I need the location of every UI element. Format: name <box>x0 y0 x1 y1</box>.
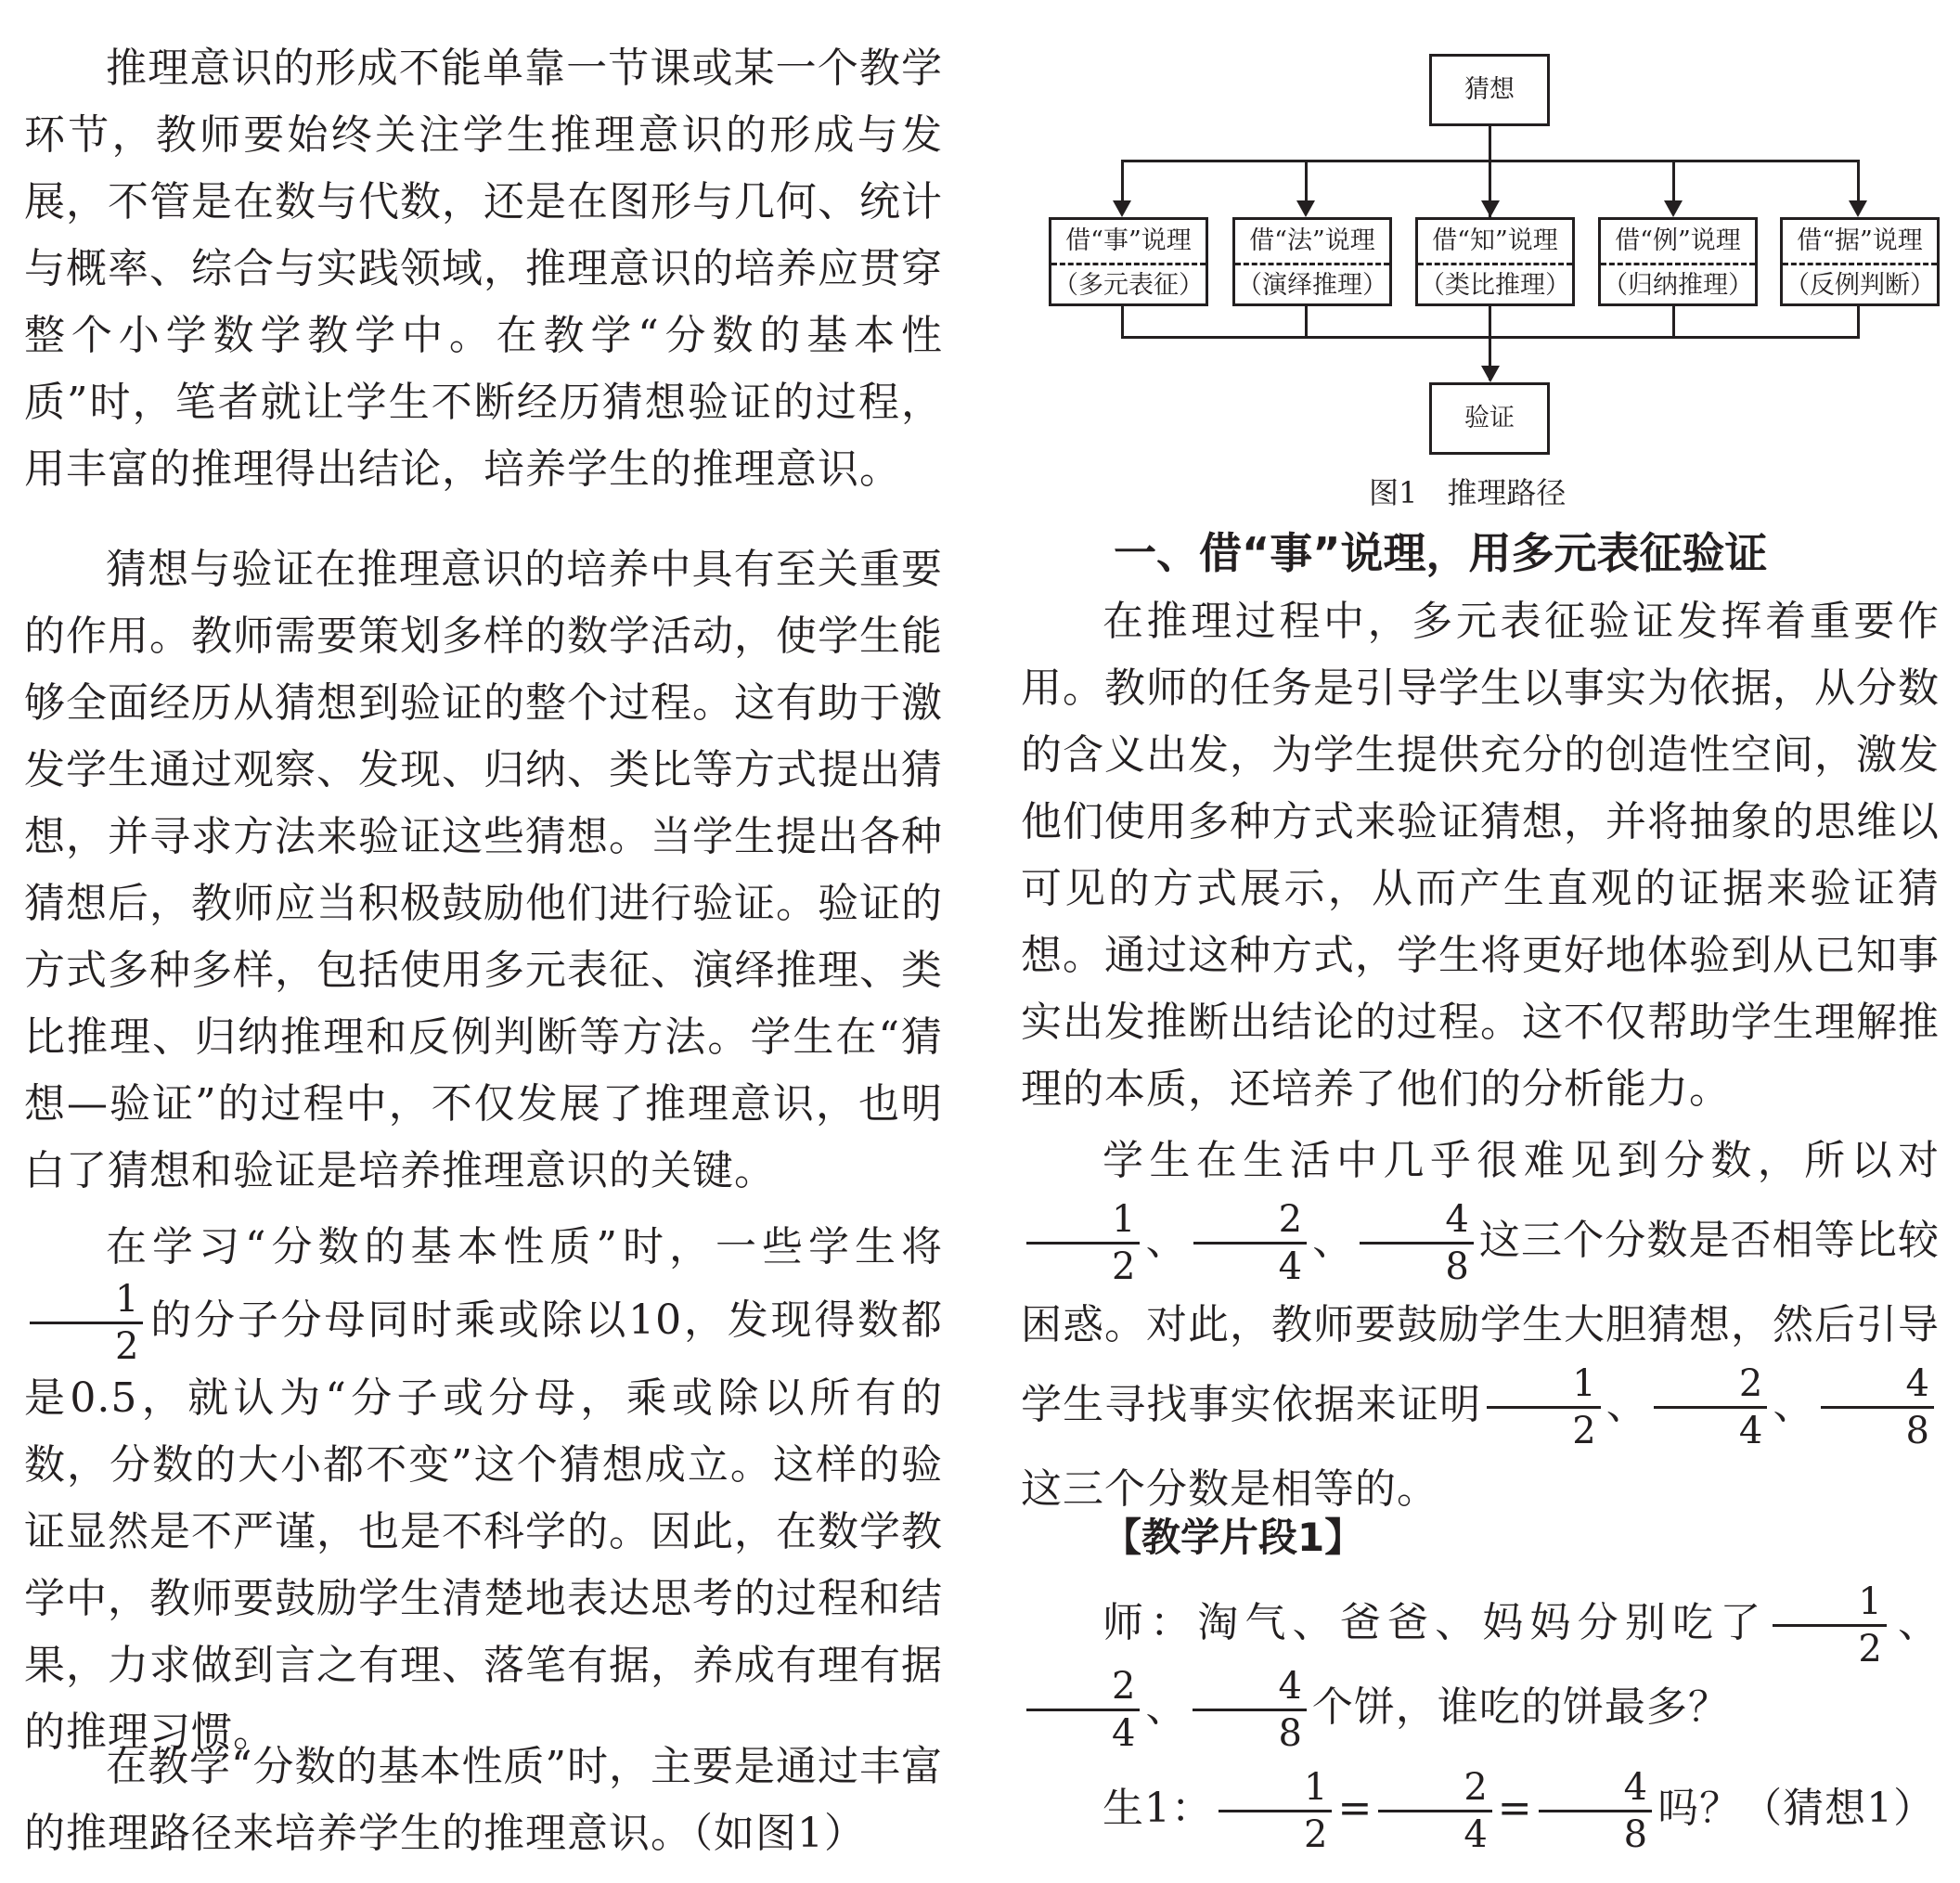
fraction-numerator: 1 <box>1487 1365 1600 1409</box>
arrow-down-icon <box>1296 200 1315 217</box>
box-subtitle: （演绎推理） <box>1235 263 1389 306</box>
fraction-one-half <box>1219 1766 1332 1856</box>
separator: 、 <box>1891 1599 1941 1646</box>
fraction-denominator: 4 <box>1278 1245 1304 1288</box>
paragraph-student-example <box>24 1214 943 1766</box>
fraction-numerator: 4 <box>1821 1365 1934 1409</box>
paragraph-multiple-representation: 在推理过程中，多元表征验证发挥着重要作用。教师的任务是引导学生以事实为依据，从分数的含义出发，为学生提供充分的创造性空间，激发他们使用多种方式来验证猜想，并将抽象的思维以可见的方式展示，从而产生直观的证据来验证猜想。通过这种方式，学生将更好地体验到从已知事实出发推断出结论的过程。这不仅帮助学生理解推理的本质，还培养了他们的分析能力。 <box>1021 598 1940 1113</box>
teacher-question <box>1021 1580 1941 1755</box>
paragraph-text: 学生在生活中几乎很难见到分数，所以对 <box>1102 1137 1940 1184</box>
fraction-two-quarters <box>1193 1198 1307 1288</box>
fraction-denominator: 2 <box>1572 1410 1597 1452</box>
fraction-four-eighths <box>1193 1665 1306 1755</box>
fraction-four-eighths <box>1360 1198 1473 1288</box>
fraction-one-half <box>1487 1362 1600 1452</box>
equals-sign: = <box>1497 1785 1533 1832</box>
fraction-denominator: 8 <box>1905 1410 1930 1452</box>
box-subtitle: （归纳推理） <box>1601 263 1755 306</box>
section-heading: 一、借“事”说理，用多元表征验证 <box>1114 528 1768 578</box>
fraction-numerator: 4 <box>1539 1769 1652 1812</box>
fraction-denominator: 4 <box>1738 1410 1764 1452</box>
box-deductive-reasoning <box>1232 217 1392 306</box>
paragraph-text: 生1： <box>1102 1785 1213 1832</box>
fraction-one-half <box>1773 1580 1886 1670</box>
equals-sign: = <box>1337 1785 1373 1832</box>
box-counterexample <box>1780 217 1940 306</box>
verification-box: 验证 <box>1429 382 1550 455</box>
separator: 、 <box>1312 1217 1355 1264</box>
student-answer <box>1021 1766 1940 1856</box>
connector-line <box>1121 336 1860 339</box>
separator: 、 <box>1773 1381 1815 1428</box>
box-title: 借“法”说理 <box>1249 226 1375 255</box>
paragraph-intro: 推理意识的形成不能单靠一节课或某一个教学环节，教师要始终关注学生推理意识的形成与发展，不管是在数与代数，还是在图形与几何、统计与概率、综合与实践领域，推理意识的培养应贯穿整个小学数学教学中。在教学“分数的基本性质”时，笔者就让学生不断经历猜想验证的过程，用丰富的推理得出结论，培养学生的推理意识。 <box>24 45 943 493</box>
fraction-denominator: 4 <box>1112 1712 1137 1755</box>
paragraph-text: 的分子分母同时乘或除以10，发现得数都是0.5，就认为“分子或分母，乘或除以所有的数，分数的大小都不变”这个猜想成立。这样的验证显然是不严谨，也是不科学的。因此，在数学教学中，教师要鼓励学生清楚地表达思考的过程和结果，力求做到言之有理、落笔有据，养成有理有据的推理习惯。 <box>24 1296 943 1756</box>
connector-line <box>1672 306 1675 338</box>
fraction-two-quarters <box>1378 1766 1491 1856</box>
fraction-numerator: 2 <box>1654 1365 1767 1409</box>
connector-line <box>1121 306 1124 338</box>
fraction-two-quarters <box>1026 1665 1140 1755</box>
fraction-numerator: 2 <box>1026 1668 1140 1711</box>
arrow-down-icon <box>1481 200 1500 217</box>
fraction-denominator: 2 <box>1858 1628 1883 1670</box>
fraction-denominator: 8 <box>1623 1813 1649 1856</box>
separator: 、 <box>1145 1683 1188 1731</box>
conjecture-box: 猜想 <box>1429 54 1550 126</box>
paragraph-reasoning-path: 在教学“分数的基本性质”时，主要是通过丰富的推理路径来培养学生的推理意识。（如图1） <box>24 1743 943 1857</box>
box-title: 借“事”说理 <box>1065 226 1192 255</box>
fraction-one-half <box>1026 1198 1140 1288</box>
paragraph-conjecture-verification: 猜想与验证在推理意识的培养中具有至关重要的作用。教师需要策划多样的数学活动，使学生能够全面经历从猜想到验证的整个过程。这有助于激发学生通过观察、发现、归纳、类比等方式提出猜想，并寻求方法来验证这些猜想。当学生提出各种猜想后，教师应当积极鼓励他们进行验证。验证的方式多种多样，包括使用多元表征、演绎推理、类比推理、归纳推理和反例判断等方法。学生在“猜想—验证”的过程中，不仅发展了推理意识，也明白了猜想和验证是培养推理意识的关键。 <box>24 546 943 1194</box>
fraction-denominator: 2 <box>1304 1813 1329 1856</box>
fraction-one-half <box>30 1278 143 1368</box>
teaching-fragment-label: 【教学片段1】 <box>1102 1515 1364 1560</box>
fraction-four-eighths <box>1821 1362 1934 1452</box>
box-inductive-reasoning <box>1598 217 1758 306</box>
box-title: 借“知”说理 <box>1432 226 1558 255</box>
fraction-denominator: 2 <box>115 1325 140 1368</box>
connector-line <box>1857 160 1860 206</box>
box-subtitle: （类比推理） <box>1418 263 1572 306</box>
connector-line <box>1305 160 1308 206</box>
fraction-four-eighths <box>1539 1766 1652 1856</box>
connector-line <box>1857 306 1860 338</box>
fraction-numerator: 1 <box>1773 1583 1886 1627</box>
separator: 、 <box>1145 1217 1188 1264</box>
box-subtitle: （多元表征） <box>1051 263 1206 306</box>
fraction-denominator: 8 <box>1445 1245 1470 1288</box>
paragraph-text: 吗？（猜想1） <box>1657 1785 1936 1832</box>
paragraph-text: 个饼，谁吃的饼最多？ <box>1311 1683 1730 1731</box>
connector-line <box>1121 160 1124 206</box>
box-title: 借“据”说理 <box>1797 226 1923 255</box>
arrow-down-icon <box>1849 200 1867 217</box>
fraction-numerator: 1 <box>1026 1201 1140 1245</box>
connector-line <box>1672 160 1675 206</box>
box-multiple-representation <box>1049 217 1208 306</box>
connector-line <box>1121 160 1860 162</box>
arrow-down-icon <box>1113 200 1131 217</box>
paragraph-fractions-question <box>1021 1121 1940 1529</box>
paragraph-text: 师：淘气、爸爸、妈妈分别吃了 <box>1102 1599 1768 1646</box>
reasoning-path-diagram <box>1039 54 1935 574</box>
box-title: 借“例”说理 <box>1615 226 1741 255</box>
fraction-numerator: 1 <box>30 1281 143 1324</box>
connector-line <box>1305 306 1308 338</box>
box-subtitle: （反例判断） <box>1783 263 1937 306</box>
fraction-denominator: 2 <box>1112 1245 1137 1288</box>
fraction-numerator: 2 <box>1378 1769 1491 1812</box>
fraction-numerator: 1 <box>1219 1769 1332 1812</box>
fraction-denominator: 4 <box>1464 1813 1489 1856</box>
arrow-down-icon <box>1664 200 1683 217</box>
separator: 、 <box>1605 1381 1648 1428</box>
figure-caption: 图1 推理路径 <box>1369 475 1567 510</box>
fraction-numerator: 4 <box>1193 1668 1306 1711</box>
arrow-down-icon <box>1481 366 1500 382</box>
fraction-two-quarters <box>1654 1362 1767 1452</box>
paragraph-text: 在学习“分数的基本性质”时，一些学生将 <box>106 1223 943 1270</box>
fraction-numerator: 2 <box>1193 1201 1307 1245</box>
fraction-numerator: 4 <box>1360 1201 1473 1245</box>
paragraph-text: 这三个分数是否相等比较困惑。对此，教师要鼓励学生大胆猜想，然后引导学生寻找事实依据来证明 <box>1021 1217 1940 1428</box>
fraction-denominator: 8 <box>1278 1712 1303 1755</box>
box-analogical-reasoning <box>1415 217 1575 306</box>
paragraph-text: 这三个分数是相等的。 <box>1021 1465 1438 1513</box>
